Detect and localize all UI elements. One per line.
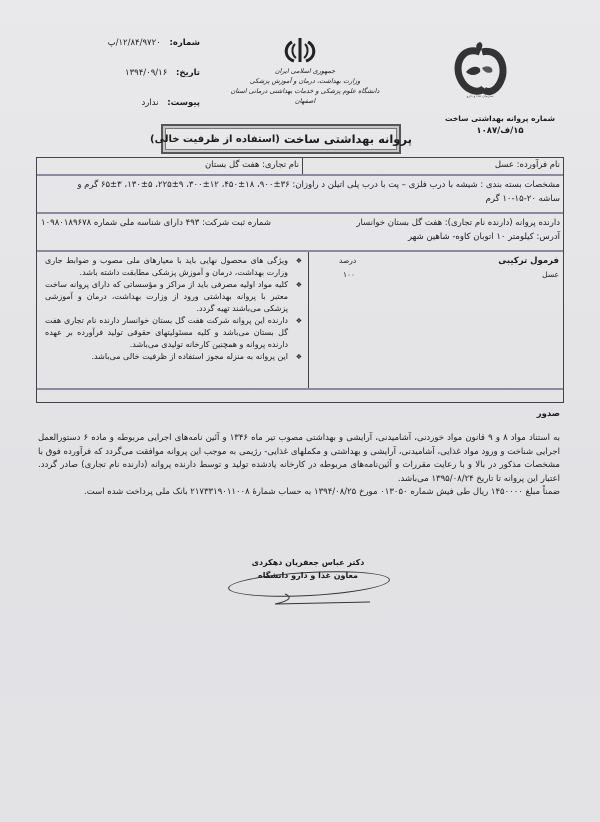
letter-date-value: ۱۳۹۴/۰۹/۱۶ [125, 68, 168, 78]
issuance-label: صدور [536, 409, 560, 419]
signatory-title: معاون غذا و دارو دانشگاه [257, 571, 358, 580]
company-registration: شماره ثبت شرکت: ۴۹۳ دارای شناسه ملی شماره ۱۰۹۸۰۱۸۹۶۷۸ [41, 218, 271, 228]
letter-date-label: تاریخ: [176, 68, 200, 78]
letter-attachment [60, 98, 200, 108]
note-item: ❖ دارنده این پروانه شرکت هفت گل بستان خوانسار دارنده نام تجاری هفت گل بستان می‌باشد و کلیه مسئولیتهای حقوقی تولید فرآورده بر عهده دارنده پروانه و همچنین کارخانه تولیدی می‌باشد. [45, 315, 302, 351]
percent-header: درصد [339, 256, 357, 265]
signature-block [238, 558, 378, 580]
formula-header: فرمول ترکیبی [498, 256, 559, 266]
permit-number-value: ۱۵/ف/۱۰۸۷ [476, 126, 524, 136]
holder-address: آدرس: کیلومتر ۱۰ اتوبان کاوه- شاهین شهر [407, 232, 560, 242]
holder-row [37, 214, 563, 252]
signature-stroke-icon [265, 592, 375, 608]
permit-number-label: شماره پروانه بهداشتی ساخت [444, 114, 556, 123]
note-item: ❖ ویژگی های محصول نهایی باید با معیارهای ملی مصوب و ضوابط جاری وزارت بهداشت، درمان و آموزش پزشکی مطابقت داشته باشد. [45, 255, 302, 279]
permit-table [36, 157, 564, 403]
emblem-line-1: جمهوری اسلامی ایران [274, 67, 336, 75]
issuance-paragraph-2: ضمناً مبلغ ۱۴۵۰۰۰۰ ریال طی فیش شماره ۰۱۳۰۵۰ مورخ ۱۳۹۴/۰۸/۲۵ به حساب شمارهٔ ۲۱۷۳۳۱۹۰۱۱۰۰۸ بانک ملی پرداخت شده است. [84, 487, 560, 497]
ingredient-percent: ۱۰۰ [343, 270, 356, 279]
title-main: پروانه بهداشتی ساخت [283, 132, 412, 146]
packaging-line-1: مشخصات بسته بندی : شیشه با درب فلزی – پت با درب پلی اتیلن د راوزان: ۳۶±۹۰۰، ۱۸±۴۵۰، ۱۲±۳۰۰، ۹±۲۲۵، ۵±۱۳۰، ۳±۶۵ گرم و [77, 180, 560, 190]
iran-emblem-icon [270, 36, 330, 68]
brand-name: نام تجاری: هفت گل بستان [204, 160, 299, 170]
formula-cell [308, 252, 563, 388]
letter-date [60, 68, 200, 78]
notes-cell [37, 252, 308, 388]
emblem-line-3: دانشگاه علوم پزشکی و خدمات بهداشتی درمانی استان اصفهان [230, 87, 380, 105]
issuance-body [38, 432, 560, 500]
letter-number-value: ۱۲/۸۴/۹۷۲۰/پ [107, 38, 161, 48]
packaging-line-2: ساشه ۲۰-۱۵-۱۰ گرم [485, 194, 560, 204]
empty-row [37, 390, 563, 402]
permit-holder: دارنده پروانه (دارنده نام تجاری): هفت گل بستان خوانسار [356, 218, 560, 228]
note-item: ❖ این پروانه به منزله مجوز استفاده از ظرفیت خالی می‌باشد. [45, 351, 302, 363]
signatory-name: دکتر عباس جعفریان دهکردی [251, 558, 365, 567]
attachment-label: پیوست: [167, 98, 200, 108]
packaging-row [37, 176, 563, 214]
letter-number [60, 38, 200, 48]
product-name: نام فرآورده: عسل [302, 158, 563, 174]
title-sub: (استفاده از ظرفیت خالی) [150, 133, 280, 145]
logo-caption: سازمان غذا و دارو [466, 94, 494, 98]
note-item: ❖ کلیه مواد اولیه مصرفی باید از مراکز و مؤسساتی که دارای پروانه ساخت معتبر با پروانه بهداشتی ورود از وزارت بهداشت، درمان و آموزشی پزشکی می‌باشند تهیه گردد. [45, 279, 302, 315]
attachment-value: ندارد [141, 98, 159, 108]
ingredient-name: عسل [542, 270, 559, 279]
emblem-text [225, 66, 385, 106]
name-row [37, 158, 563, 176]
emblem-line-2: وزارت بهداشت، درمان و آموزش پزشکی [249, 77, 361, 85]
document-title [150, 124, 412, 154]
letter-number-label: شماره: [169, 38, 200, 48]
fda-logo-icon [450, 38, 510, 98]
issuance-paragraph-1: به استناد مواد ۸ و ۹ قانون مواد خوردنی، آشامیدنی، آرایشی و بهداشتی مصوب تیر ماه ۱۳۴۶ و آئین نامه‌های اجرایی مربوطه و ماده ۶ دستورالعمل اجرایی شناخت و ورود مواد غذایی، آشامیدنی، آرایشی و بهداشتی و مکملهای غذایی- رژیمی به موجب این پروانه موافقت می‌گردد که فرآورده فوق با مشخصات مذکور در بالا و با رعایت مقررات و آئین‌نامه‌های مربوطه در کارخانه یادشده تولید و توسط دارنده پروانه (دارنده نام تجاری) صادر گردد. اعتبار این پروانه تا تاریخ ۱۳۹۵/۰۸/۲۴ می‌باشد. [38, 433, 561, 484]
formula-notes-row [37, 252, 563, 390]
